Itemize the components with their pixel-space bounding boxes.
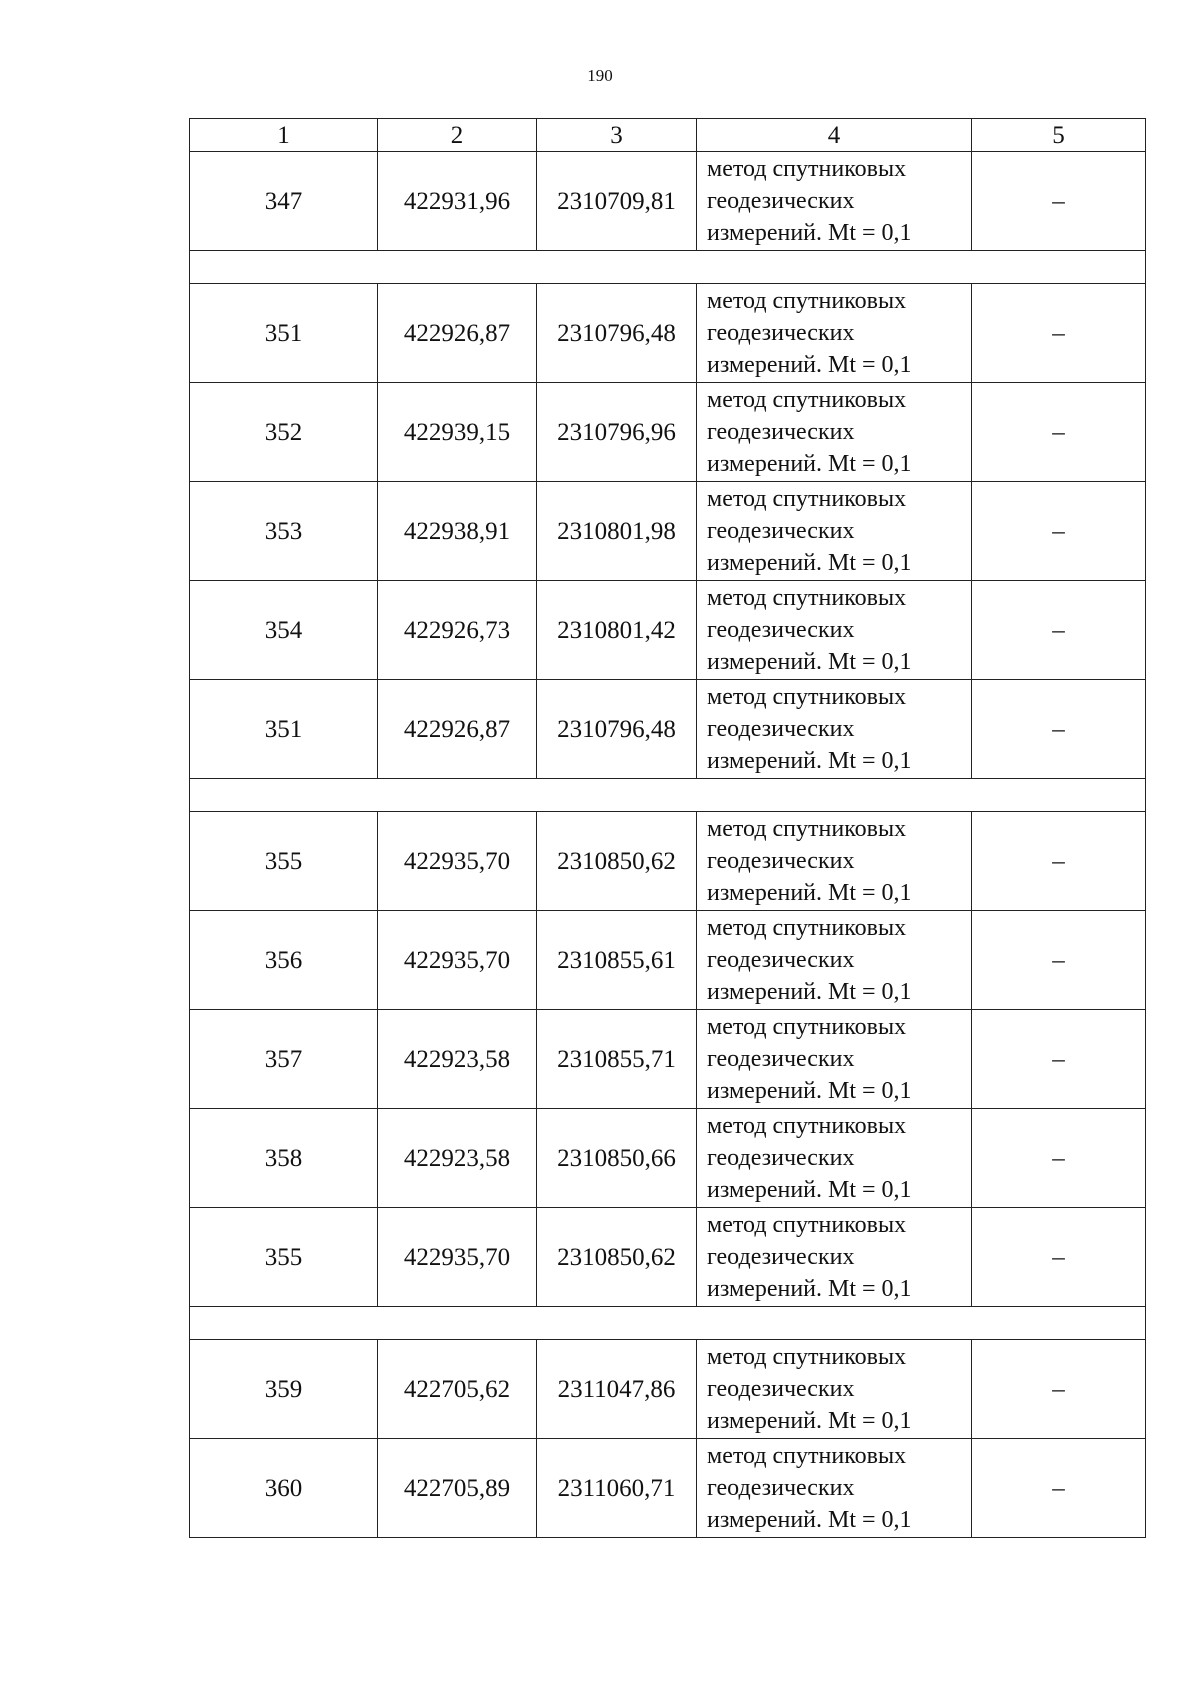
table-body	[190, 119, 1146, 1538]
method-line: геодезических	[707, 1475, 855, 1501]
accuracy-cell: –	[972, 1109, 1146, 1208]
accuracy-cell: –	[972, 1439, 1146, 1538]
point-number-cell: 351	[190, 284, 378, 383]
point-number-cell: 359	[190, 1340, 378, 1439]
method-line: метод спутниковых	[707, 915, 907, 941]
header-row	[190, 119, 1146, 152]
method-line: измерений. Mt = 0,1	[707, 1507, 912, 1533]
method-line: геодезических	[707, 1145, 855, 1171]
method-line: измерений. Mt = 0,1	[707, 1408, 912, 1434]
method-cell	[697, 1010, 972, 1109]
coordinates-table	[189, 118, 1146, 1538]
method-line: геодезических	[707, 518, 855, 544]
method-line: метод спутниковых	[707, 684, 907, 710]
x-coordinate-cell: 422926,87	[378, 680, 537, 779]
x-coordinate-cell: 422705,89	[378, 1439, 537, 1538]
method-line: метод спутниковых	[707, 1212, 907, 1238]
separator-cell	[190, 1307, 1146, 1340]
x-coordinate-cell: 422923,58	[378, 1010, 537, 1109]
y-coordinate-cell: 2310855,61	[537, 911, 697, 1010]
method-cell	[697, 1340, 972, 1439]
y-coordinate-cell: 2310796,96	[537, 383, 697, 482]
method-line: метод спутниковых	[707, 387, 907, 413]
y-coordinate-cell: 2310801,98	[537, 482, 697, 581]
method-line: геодезических	[707, 617, 855, 643]
x-coordinate-cell: 422931,96	[378, 152, 537, 251]
method-line: метод спутниковых	[707, 156, 907, 182]
method-cell	[697, 1208, 972, 1307]
method-line: измерений. Mt = 0,1	[707, 880, 912, 906]
method-line: метод спутниковых	[707, 816, 907, 842]
point-number-cell: 360	[190, 1439, 378, 1538]
method-line: метод спутниковых	[707, 486, 907, 512]
method-line: измерений. Mt = 0,1	[707, 1177, 912, 1203]
method-line: измерений. Mt = 0,1	[707, 1276, 912, 1302]
method-line: метод спутниковых	[707, 1344, 907, 1370]
separator-cell	[190, 251, 1146, 284]
method-line: геодезических	[707, 1376, 855, 1402]
point-number-cell: 351	[190, 680, 378, 779]
method-cell	[697, 284, 972, 383]
table-row	[190, 1010, 1146, 1109]
method-line: метод спутниковых	[707, 585, 907, 611]
header-cell-1: 1	[190, 119, 378, 152]
x-coordinate-cell: 422935,70	[378, 1208, 537, 1307]
accuracy-cell: –	[972, 1208, 1146, 1307]
header-cell-4: 4	[697, 119, 972, 152]
method-cell	[697, 1439, 972, 1538]
accuracy-cell: –	[972, 383, 1146, 482]
method-line: геодезических	[707, 848, 855, 874]
point-number-cell: 355	[190, 812, 378, 911]
accuracy-cell: –	[972, 680, 1146, 779]
table-row	[190, 1109, 1146, 1208]
method-line: измерений. Mt = 0,1	[707, 352, 912, 378]
table-row	[190, 482, 1146, 581]
x-coordinate-cell: 422938,91	[378, 482, 537, 581]
method-line: метод спутниковых	[707, 1014, 907, 1040]
method-cell	[697, 482, 972, 581]
x-coordinate-cell: 422935,70	[378, 911, 537, 1010]
y-coordinate-cell: 2310796,48	[537, 680, 697, 779]
table-row	[190, 1439, 1146, 1538]
accuracy-cell: –	[972, 1340, 1146, 1439]
y-coordinate-cell: 2310850,66	[537, 1109, 697, 1208]
x-coordinate-cell: 422705,62	[378, 1340, 537, 1439]
accuracy-cell: –	[972, 284, 1146, 383]
method-line: измерений. Mt = 0,1	[707, 550, 912, 576]
table-row	[190, 1208, 1146, 1307]
accuracy-cell: –	[972, 581, 1146, 680]
x-coordinate-cell: 422926,87	[378, 284, 537, 383]
accuracy-cell: –	[972, 152, 1146, 251]
y-coordinate-cell: 2310855,71	[537, 1010, 697, 1109]
separator-row	[190, 1307, 1146, 1340]
method-line: метод спутниковых	[707, 1113, 907, 1139]
x-coordinate-cell: 422923,58	[378, 1109, 537, 1208]
accuracy-cell: –	[972, 482, 1146, 581]
point-number-cell: 354	[190, 581, 378, 680]
y-coordinate-cell: 2311060,71	[537, 1439, 697, 1538]
y-coordinate-cell: 2310801,42	[537, 581, 697, 680]
method-line: измерений. Mt = 0,1	[707, 649, 912, 675]
method-cell	[697, 383, 972, 482]
method-cell	[697, 911, 972, 1010]
y-coordinate-cell: 2311047,86	[537, 1340, 697, 1439]
accuracy-cell: –	[972, 1010, 1146, 1109]
x-coordinate-cell: 422926,73	[378, 581, 537, 680]
method-cell	[697, 1109, 972, 1208]
x-coordinate-cell: 422935,70	[378, 812, 537, 911]
y-coordinate-cell: 2310709,81	[537, 152, 697, 251]
page-number: 190	[587, 66, 613, 85]
table-row	[190, 680, 1146, 779]
table-row	[190, 1340, 1146, 1439]
method-cell	[697, 152, 972, 251]
method-line: геодезических	[707, 188, 855, 214]
method-line: геодезических	[707, 716, 855, 742]
point-number-cell: 353	[190, 482, 378, 581]
table-row	[190, 152, 1146, 251]
point-number-cell: 355	[190, 1208, 378, 1307]
method-line: метод спутниковых	[707, 288, 907, 314]
method-line: измерений. Mt = 0,1	[707, 1078, 912, 1104]
method-line: геодезических	[707, 1244, 855, 1270]
table-row	[190, 812, 1146, 911]
point-number-cell: 357	[190, 1010, 378, 1109]
method-line: измерений. Mt = 0,1	[707, 748, 912, 774]
accuracy-cell: –	[972, 911, 1146, 1010]
method-line: измерений. Mt = 0,1	[707, 979, 912, 1005]
x-coordinate-cell: 422939,15	[378, 383, 537, 482]
method-cell	[697, 812, 972, 911]
method-line: измерений. Mt = 0,1	[707, 220, 912, 246]
method-line: геодезических	[707, 320, 855, 346]
separator-row	[190, 779, 1146, 812]
header-cell-2: 2	[378, 119, 537, 152]
point-number-cell: 356	[190, 911, 378, 1010]
point-number-cell: 347	[190, 152, 378, 251]
table-row	[190, 911, 1146, 1010]
header-cell-3: 3	[537, 119, 697, 152]
accuracy-cell: –	[972, 812, 1146, 911]
y-coordinate-cell: 2310850,62	[537, 1208, 697, 1307]
table-row	[190, 383, 1146, 482]
method-line: геодезических	[707, 419, 855, 445]
table-row	[190, 581, 1146, 680]
point-number-cell: 352	[190, 383, 378, 482]
method-line: геодезических	[707, 947, 855, 973]
separator-cell	[190, 779, 1146, 812]
y-coordinate-cell: 2310796,48	[537, 284, 697, 383]
y-coordinate-cell: 2310850,62	[537, 812, 697, 911]
point-number-cell: 358	[190, 1109, 378, 1208]
separator-row	[190, 251, 1146, 284]
header-cell-5: 5	[972, 119, 1146, 152]
table-row	[190, 284, 1146, 383]
method-line: метод спутниковых	[707, 1443, 907, 1469]
method-line: геодезических	[707, 1046, 855, 1072]
method-cell	[697, 680, 972, 779]
method-cell	[697, 581, 972, 680]
method-line: измерений. Mt = 0,1	[707, 451, 912, 477]
